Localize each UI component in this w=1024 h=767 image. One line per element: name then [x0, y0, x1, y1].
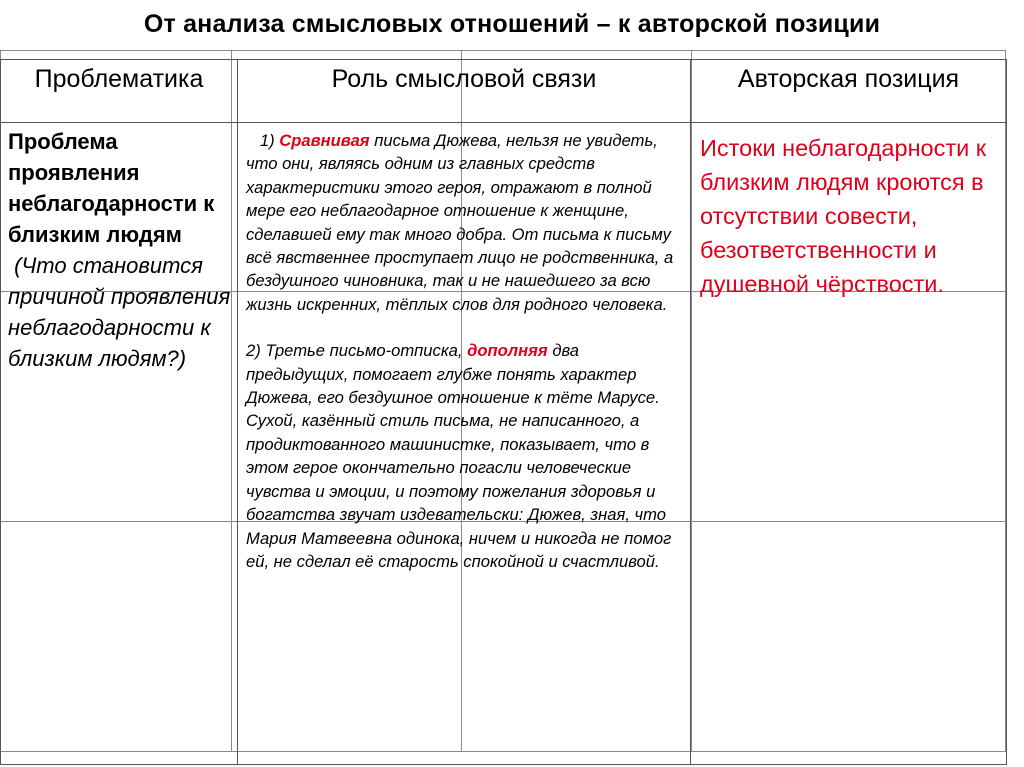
role-paragraph-2 — [246, 339, 682, 573]
table-header-row — [1, 60, 1007, 123]
role-p2-before: 2) Третье письмо-отписка, — [246, 341, 463, 361]
problem-title: Проблема проявления неблагодарности к близким людям — [8, 129, 215, 247]
header-problematics: Проблематика — [1, 60, 238, 123]
table-row — [1, 123, 1007, 765]
problem-cell — [1, 123, 238, 765]
problem-question: (Что становится причиной проявления неблагодарности к близким людям?) — [8, 253, 231, 371]
analysis-table — [0, 59, 1007, 765]
role-p1-number: 1) — [259, 131, 275, 150]
role-p1-text: письма Дюжева, нельзя не увидеть, что они, являясь одним из главных средств характеристики этого героя, отражают в полной мере его неблагодарное отношение к женщине, сделавшей ему так много добра. От письма к письму всё явственнее проступает лицо не родственника, а бездушного чиновника, так и не нашедшего за всю жизнь искренних, тёплых слов для родного человека. — [246, 131, 674, 314]
author-position-cell: Истоки неблагодарности к близким людям кроются в отсутствии совести, безответственности и душевной чёрствости. — [691, 123, 1007, 765]
slide-title: От анализа смысловых отношений – к авторской позиции — [143, 10, 881, 38]
role-paragraph-1 — [246, 129, 682, 316]
role-cell — [238, 123, 691, 765]
header-author-position: Авторская позиция — [691, 60, 1007, 123]
role-p2-text: два предыдущих, помогает глубже понять характер Дюжева, его бездушное отношение к тёте Марусе. Сухой, казённый стиль письма, не написанного, а продиктованного машинистке, показывает, что в этом герое окончательно погасли человеческие чувства и эмоции, и поэтому пожелания здоровья и богатства звучат издевательски: Дюжев, зная, что Мария Матвеевна одинока, ничем и никогда не помог ей, не сделал её старость спокойной и счастливой. — [246, 341, 672, 571]
role-p2-highlight: дополняя — [467, 341, 548, 361]
header-semantic-role: Роль смысловой связи — [238, 60, 691, 123]
role-p1-highlight: Сравнивая — [279, 131, 370, 150]
